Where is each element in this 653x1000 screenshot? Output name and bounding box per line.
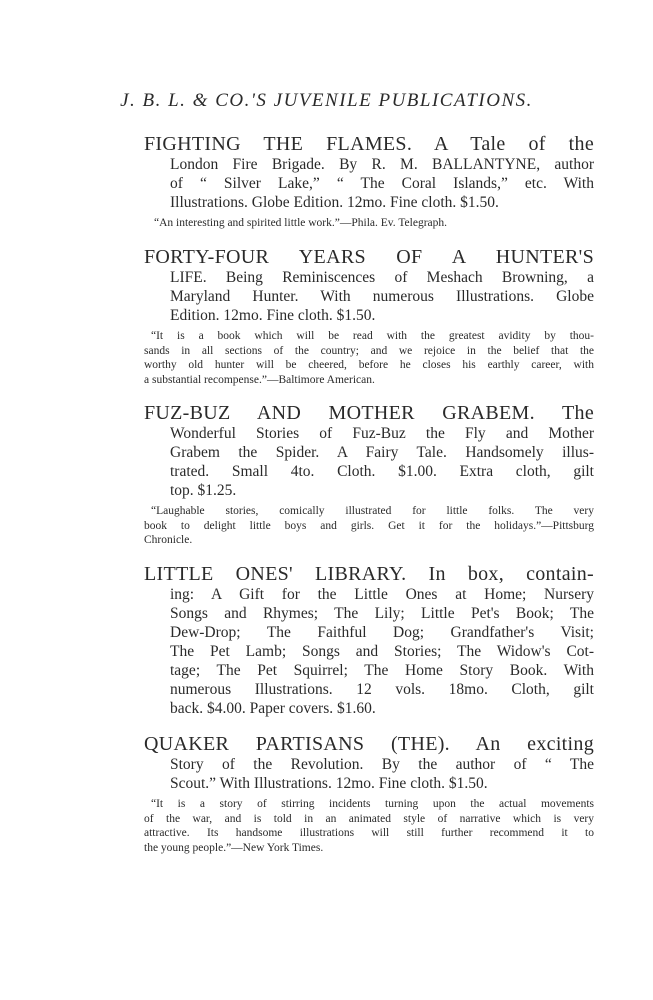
entry-title-line: QUAKER PARTISANS (THE). An exciting bbox=[144, 733, 594, 755]
body-line: of “ Silver Lake,” “ The Coral Islands,” etc. With bbox=[170, 175, 594, 192]
body-line: trated. Small 4to. Cloth. $1.00. Extra cloth, gilt bbox=[170, 463, 594, 480]
body-line: Edition. 12mo. Fine cloth. $1.50. bbox=[170, 307, 376, 324]
review-line: of the war, and is told in an animated style of narrative which is very bbox=[144, 812, 594, 825]
entry-title-line: LITTLE ONES' LIBRARY. In box, contain- bbox=[144, 563, 594, 585]
review-line: “Laughable stories, comically illustrated for little folks. The very bbox=[151, 505, 594, 517]
catalog-entry bbox=[144, 246, 594, 387]
entry-title-line: FIGHTING THE FLAMES. A Tale of the bbox=[144, 133, 594, 155]
entry-body bbox=[144, 585, 594, 718]
review-line: “An interesting and spirited little work.”—Phila. Ev. Telegraph. bbox=[154, 217, 448, 229]
entry-title-line: FORTY-FOUR YEARS OF A HUNTER'S bbox=[144, 246, 594, 268]
entry-body bbox=[144, 755, 594, 793]
review-quote bbox=[144, 797, 594, 855]
catalog-entry bbox=[144, 402, 594, 548]
review-line: worthy old hunter will be cheered, before he closes his earthly career, with bbox=[144, 359, 594, 371]
review-line: a substantial recompense.”—Baltimore American. bbox=[144, 373, 375, 386]
body-line: Story of the Revolution. By the author of “ The bbox=[170, 756, 594, 773]
body-line: Wonderful Stories of Fuz-Buz the Fly and Mother bbox=[170, 425, 594, 442]
review-line: the young people.”—New York Times. bbox=[144, 841, 324, 854]
body-line: Songs and Rhymes; The Lily; Little Pet's Book; The bbox=[170, 605, 594, 622]
body-line: London Fire Brigade. By R. M. BALLANTYNE, author bbox=[170, 156, 594, 173]
body-line: tage; The Pet Squirrel; The Home Story Book. With bbox=[170, 662, 594, 679]
entry-body bbox=[144, 268, 594, 325]
catalog-entry bbox=[144, 133, 594, 231]
entry-body bbox=[144, 155, 594, 212]
review-line: book to delight little boys and girls. Get it for the holidays.”—Pittsburg bbox=[144, 519, 594, 532]
review-quote bbox=[144, 329, 594, 387]
review-line: Chronicle. bbox=[144, 534, 193, 546]
body-line: top. $1.25. bbox=[170, 482, 237, 499]
review-line: sands in all sections of the country; and we rejoice in the belief that the bbox=[144, 344, 594, 357]
body-line: Scout.” With Illustrations. 12mo. Fine cloth. $1.50. bbox=[170, 775, 488, 792]
body-line: numerous Illustrations. 12 vols. 18mo. Cloth, gilt bbox=[170, 681, 594, 698]
review-line: attractive. Its handsome illustrations will still further recommend it to bbox=[144, 827, 594, 839]
body-line: Illustrations. Globe Edition. 12mo. Fine cloth. $1.50. bbox=[170, 194, 499, 211]
body-line: Grabem the Spider. A Fairy Tale. Handsomely illus- bbox=[170, 444, 594, 461]
body-line: Dew-Drop; The Faithful Dog; Grandfather's Visit; bbox=[170, 624, 594, 641]
entry-body bbox=[144, 424, 594, 500]
body-line: LIFE. Being Reminiscences of Meshach Browning, a bbox=[170, 269, 594, 286]
body-line: Maryland Hunter. With numerous Illustrations. Globe bbox=[170, 288, 594, 305]
catalog-entry bbox=[144, 733, 594, 855]
review-quote bbox=[144, 504, 594, 548]
catalog-entry bbox=[144, 563, 594, 718]
body-line: The Pet Lamb; Songs and Stories; The Widow's Cot- bbox=[170, 643, 594, 660]
running-head: J. B. L. & CO.'S JUVENILE PUBLICATIONS. bbox=[120, 90, 533, 111]
entry-title-line: FUZ-BUZ AND MOTHER GRABEM. The bbox=[144, 402, 594, 424]
body-line: back. $4.00. Paper covers. $1.60. bbox=[170, 700, 376, 717]
review-line: “It is a book which will be read with the greatest avidity by thou- bbox=[151, 330, 594, 342]
review-quote bbox=[144, 216, 594, 231]
body-line: ing: A Gift for the Little Ones at Home; Nursery bbox=[170, 586, 594, 603]
review-line: “It is a story of stirring incidents turning upon the actual movements bbox=[151, 798, 594, 810]
